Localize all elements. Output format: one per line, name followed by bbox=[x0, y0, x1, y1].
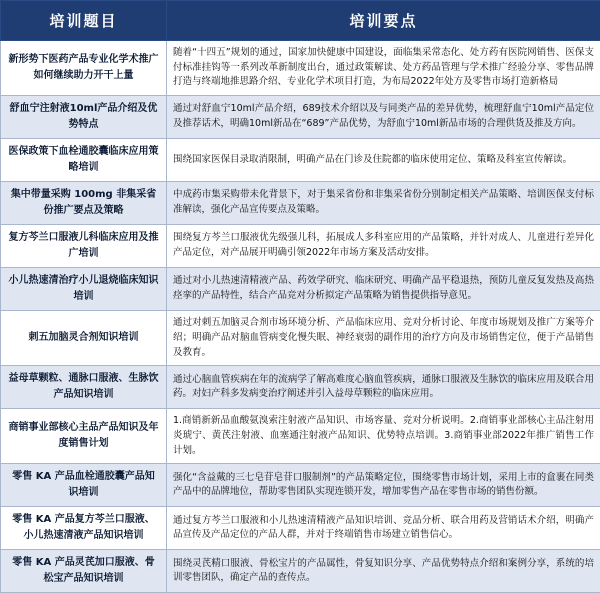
table-row bbox=[1, 507, 600, 550]
column-header-points: 培训要点 bbox=[167, 1, 600, 41]
cell-points: 随着“十四五”规划的通过，国家加快健康中国建设，面临集采常态化、处方药有医院网销售、医保支付标准挂钩等一系列改革新制度出台，通过政策解读、处方药品管理与学术推广经验分享、零售品牌打造与终端地推思路介绍、专业化学术项目打造，为布局2022年处方及零售市场打造新格局 bbox=[167, 41, 600, 96]
cell-topic: 零售 KA 产品灵芪加口服液、骨松宝产品知识培训 bbox=[1, 550, 167, 593]
cell-points: 围绕灵芪精口服液、骨松宝片的产品属性，骨复知识分享、产品优势特点介绍和案例分享，系统的培训零售团队，确定产品的查传点。 bbox=[167, 550, 600, 593]
cell-topic: 医保政策下血栓通胶囊临床应用策略培训 bbox=[1, 139, 167, 182]
cell-topic: 集中带量采购 100mg 非集采省份推广要点及策略 bbox=[1, 182, 167, 225]
cell-points: 通过对刺五加脑灵合剂市场环境分析、产品临床应用、竞对分析讨论、年度市场规划及推广方案等介绍；明确产品对脑血管病变化慢失眠、神经衰弱的副作用的治疗方向及市场销售定位，便于产品销售及教育。 bbox=[167, 311, 600, 366]
cell-points: 通过心脑血管疾病在年的流病学了解高难度心脑血管疾病，通脉口服液及生脉饮的临床应用及联合用药。对妇产科多发病变治疗阐述并引入益母草颗粒的临床应用。 bbox=[167, 366, 600, 409]
cell-points: 通过对小儿热速清精液产品、药效学研究、临床研究、明确产品平稳退热，预防儿童反复发热及高热痉挛的产品特性，结合产品竞对分析拟定产品策略为销售提供指导意见。 bbox=[167, 268, 600, 311]
cell-topic: 零售 KA 产品血栓通胶囊产品知识培训 bbox=[1, 464, 167, 507]
table-row bbox=[1, 366, 600, 409]
table-row bbox=[1, 225, 600, 268]
cell-points: 1.商销新新品血酸氨溴索注射液产品知识、市场容量、竞对分析说明。2.商销事业部核心主品注射用炎琥宁、黄芪注射液、血塞通注射液产品知识、优势特点培训。3.商销事业部2022年推广销售工作计划。 bbox=[167, 409, 600, 464]
table-row bbox=[1, 96, 600, 139]
cell-points: 通过对舒血宁10ml产品介绍，689技术介绍以及与同类产品的差异优势，梳理舒血宁10ml产品定位及推荐话术，明确10ml新品在“689”产品优势，为舒血宁10ml新品市场的合理供货及推及方向。 bbox=[167, 96, 600, 139]
table-row bbox=[1, 41, 600, 96]
column-header-topic: 培训题目 bbox=[1, 1, 167, 41]
table-row bbox=[1, 464, 600, 507]
cell-points: 围绕国家医保目录取消限制，明确产品在门诊及住院都的临床使用定位、策略及科室宣传解读。 bbox=[167, 139, 600, 182]
table-row bbox=[1, 268, 600, 311]
table-row bbox=[1, 182, 600, 225]
cell-topic: 复方芩兰口服液儿科临床应用及推广培训 bbox=[1, 225, 167, 268]
cell-points: 围绕复方芩兰口服液优先级强儿科，拓展成人多科室应用的产品策略，并针对成人、儿童进行差异化产品定位，对产品展开明确引领2022年市场方案及活动安排。 bbox=[167, 225, 600, 268]
cell-topic: 商销事业部核心主品产品知识及年度销售计划 bbox=[1, 409, 167, 464]
table-header-row bbox=[1, 1, 600, 41]
cell-points: 通过复方芩兰口服液和小儿热速清精液产品知识培训、竞品分析、联合用药及营销话术介绍，明确产品宣传及产品定位的产品人群，并对于终端销售市场建立销售信心。 bbox=[167, 507, 600, 550]
table-row bbox=[1, 311, 600, 366]
cell-topic: 益母草颗粒、通脉口服液、生脉饮产品知识培训 bbox=[1, 366, 167, 409]
table-body bbox=[1, 41, 600, 593]
cell-points: 强化“含益戴的三七皂苷皂苷口服制剂”的产品策略定位，围绕零售市场计划，采用上市的盒裹在同类产品中的品牌地位，帮助零售团队实现连锁开发，增加零售产品在零售市场的销售份额。 bbox=[167, 464, 600, 507]
cell-topic: 零售 KA 产品复方芩兰口服液、小儿热速清液产品知识培训 bbox=[1, 507, 167, 550]
cell-topic: 小儿热速清治疗小儿退烧临床知识培训 bbox=[1, 268, 167, 311]
cell-points: 中成药市集采购带未化背景下，对于集采省份和非集采省份分别制定相关产品策略、培训医保支付标准解读，强化产品宣传要点及策略。 bbox=[167, 182, 600, 225]
cell-topic: 新形势下医药产品专业化学术推广如何继续助力开干上量 bbox=[1, 41, 167, 96]
cell-topic: 刺五加脑灵合剂知识培训 bbox=[1, 311, 167, 366]
table-header bbox=[1, 1, 600, 41]
table-row bbox=[1, 409, 600, 464]
cell-topic: 舒血宁注射液10ml产品介绍及优势特点 bbox=[1, 96, 167, 139]
table-row bbox=[1, 550, 600, 593]
table-row bbox=[1, 139, 600, 182]
